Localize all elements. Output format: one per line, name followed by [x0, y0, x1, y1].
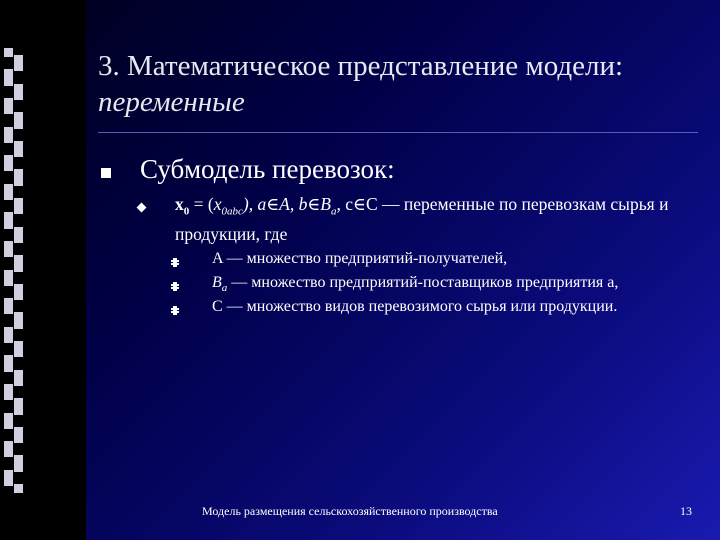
sub-item: [212, 298, 617, 316]
decorative-square: [4, 420, 13, 429]
var-x-sub: 0: [183, 205, 190, 218]
sub-item: [212, 250, 507, 268]
decorative-square: [14, 320, 23, 329]
decorative-square: [14, 291, 23, 300]
decorative-square: [4, 248, 13, 257]
decorative-square: [4, 448, 13, 457]
cross-bullet-icon: [173, 282, 177, 291]
square-bullet-icon: [101, 168, 111, 178]
decorative-square: [4, 477, 13, 486]
slide-title: [98, 48, 698, 120]
decorative-square: [4, 277, 13, 286]
title-line-2: переменные: [98, 86, 245, 118]
decorative-square: [4, 220, 13, 229]
decorative-square: [14, 177, 23, 186]
decorative-square: [14, 120, 23, 129]
decorative-square: [4, 334, 13, 343]
decorative-squares: [4, 48, 24, 493]
decorative-square: [4, 48, 13, 57]
decorative-square: [14, 91, 23, 100]
decorative-square: [4, 105, 13, 114]
var-x2: x: [213, 194, 222, 214]
decorative-square: [14, 148, 23, 157]
decorative-square: [4, 191, 13, 200]
bullet2-rest1-sub: a: [331, 205, 337, 218]
sub-item-prefix-sub: a: [221, 282, 228, 295]
decorative-square: [14, 348, 23, 357]
cross-bullet-icon: [173, 258, 177, 267]
sub-item-text: C — множество видов перевозимого сырья или продукции.: [212, 298, 618, 315]
decorative-square: [14, 434, 23, 443]
decorative-square: [4, 305, 13, 314]
bullet-level-2: [175, 193, 685, 245]
bullet-level-1: Субмодель перевозок:: [140, 154, 395, 184]
decorative-square: [14, 406, 23, 415]
decorative-square: [4, 77, 13, 86]
decorative-square: [14, 484, 23, 493]
title-line-1: 3. Математическое представление модели:: [98, 50, 624, 82]
sub-item-text: — множество предприятий-поставщиков предприятия a,: [227, 274, 619, 291]
page-number: 13: [680, 504, 692, 518]
sub-item: [212, 274, 618, 294]
title-divider: [98, 132, 698, 133]
decorative-square: [14, 234, 23, 243]
bullet2-rest2: , c∈C — переменные по перевозкам сырья и продукции, где: [175, 194, 669, 244]
var-x2-sub: 0abc: [221, 205, 243, 218]
slide-footer: Модель размещения сельскохозяйственного производства: [202, 504, 498, 518]
sub-item-prefix: B: [212, 274, 222, 291]
decorative-square: [4, 363, 13, 372]
cross-bullet-icon: [173, 306, 177, 315]
var-x: x: [175, 194, 184, 214]
decorative-square: [14, 62, 23, 71]
decorative-square: [4, 134, 13, 143]
decorative-square: [14, 263, 23, 272]
decorative-square: [14, 205, 23, 214]
decorative-square: [4, 162, 13, 171]
decorative-square: [14, 377, 23, 386]
eq: = (: [189, 194, 214, 214]
bullet2-rest1: ), a∈A, b∈B: [242, 194, 331, 214]
sub-item-text: A — множество предприятий-получателей,: [212, 250, 508, 267]
decorative-square: [14, 463, 23, 472]
decorative-square: [4, 391, 13, 400]
